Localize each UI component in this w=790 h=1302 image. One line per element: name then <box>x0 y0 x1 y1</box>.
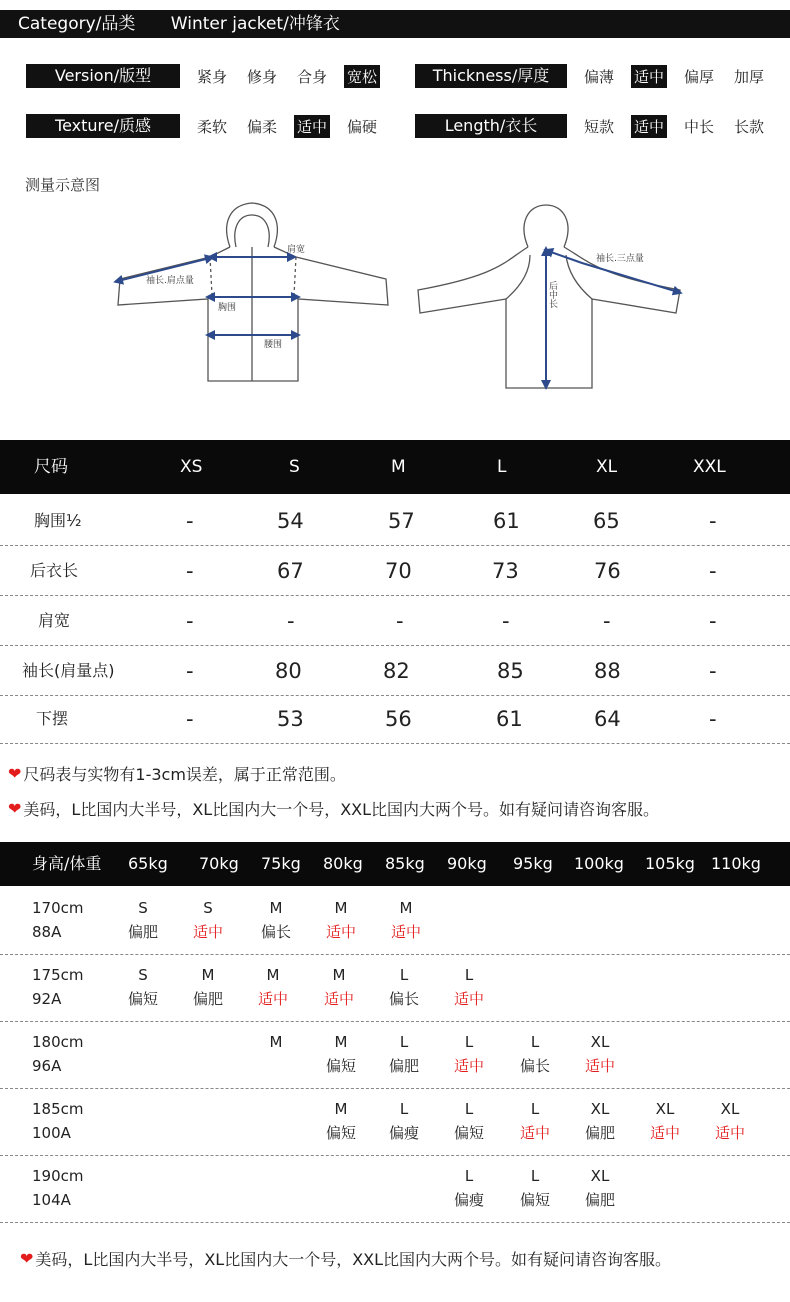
attr-thickness <box>415 64 767 88</box>
size-cell: - <box>709 559 717 583</box>
size-cell: 54 <box>277 509 304 533</box>
fit-text: 适中 <box>325 923 356 941</box>
fit-text: 偏短 <box>325 1057 356 1075</box>
fit-text: 偏肥 <box>388 1057 419 1075</box>
front-jacket-outline <box>118 203 388 381</box>
fit-size: M <box>334 1033 348 1051</box>
front-shoulder-label: 肩宽 <box>287 245 306 255</box>
fit-header-cell: 65kg <box>128 854 168 873</box>
size-cell: - <box>709 707 717 731</box>
fit-text: 适中 <box>519 1124 550 1142</box>
fit-size: M <box>269 1033 283 1051</box>
fit-row-height-weight <box>32 896 84 944</box>
attr-thickness-label: Thickness/厚度 <box>415 64 567 88</box>
attr-version <box>26 64 380 88</box>
fit-size: S <box>138 966 148 984</box>
attr-version-opt: 修身 <box>247 67 278 86</box>
fit-cell <box>570 1097 630 1145</box>
fit-text: 偏长 <box>388 990 419 1008</box>
fit-cell <box>439 1030 499 1078</box>
size-cell: 61 <box>493 509 520 533</box>
fit-size: M <box>201 966 215 984</box>
fit-cell <box>178 896 238 944</box>
note-us-size-bottom <box>20 1247 671 1270</box>
fit-size: XL <box>590 1167 610 1185</box>
fit-size: S <box>138 899 148 917</box>
fit-header-cell: 70kg <box>199 854 239 873</box>
size-row-label: 袖长(肩量点) <box>22 661 115 680</box>
size-row-label: 胸围½ <box>34 511 82 530</box>
attr-texture <box>26 114 380 138</box>
fit-text: 偏肥 <box>127 923 158 941</box>
fit-size: L <box>464 966 474 984</box>
front-chest-label: 胸围 <box>218 303 237 313</box>
size-cell: 82 <box>383 659 410 683</box>
fit-header-cell: 105kg <box>645 854 695 873</box>
fit-table-row <box>0 1022 790 1089</box>
size-cell: - <box>186 707 194 731</box>
fit-cell <box>505 1097 565 1145</box>
attr-texture-opt-selected: 适中 <box>294 115 330 138</box>
size-cell: - <box>186 509 194 533</box>
size-cell: 64 <box>594 707 621 731</box>
note-text: 美码，L比国内大半号，XL比国内大一个号，XXL比国内大两个号。如有疑问请咨询客服。 <box>23 800 660 819</box>
attr-texture-opt: 偏柔 <box>247 117 278 136</box>
measurement-diagram <box>0 195 790 400</box>
attr-version-label: Version/版型 <box>26 64 180 88</box>
fit-text: 适中 <box>390 923 421 941</box>
fit-text: 适中 <box>323 990 354 1008</box>
fit-text: 适中 <box>453 1057 484 1075</box>
fit-text: 偏短 <box>453 1124 484 1142</box>
attr-version-opt-selected: 宽松 <box>344 65 380 88</box>
attr-texture-label: Texture/质感 <box>26 114 180 138</box>
size-table-row <box>0 646 790 696</box>
fit-cell <box>246 1030 306 1054</box>
front-sleeve-label: 袖长.肩点量 <box>146 276 194 286</box>
fit-table-row <box>0 1156 790 1223</box>
fit-size: L <box>464 1033 474 1051</box>
size-header-cell: M <box>391 457 406 477</box>
fit-size: M <box>334 1100 348 1118</box>
fit-header-cell: 身高/体重 <box>32 854 102 873</box>
fit-table-row <box>0 1089 790 1156</box>
fit-size: XL <box>590 1033 610 1051</box>
fit-cell <box>178 963 238 1011</box>
fit-cell <box>309 963 369 1011</box>
size-cell: 73 <box>492 559 519 583</box>
fit-cell <box>505 1030 565 1078</box>
attr-thickness-opt: 加厚 <box>734 67 765 86</box>
heart-icon: ❤ <box>8 764 22 783</box>
size-header-cell: L <box>497 457 507 477</box>
fit-cell <box>700 1097 760 1145</box>
fit-cell <box>113 896 173 944</box>
fit-text: 适中 <box>649 1124 680 1142</box>
fit-text: 偏短 <box>325 1124 356 1142</box>
size-cell: - <box>603 609 611 633</box>
fit-cell <box>635 1097 695 1145</box>
fit-text: 适中 <box>714 1124 745 1142</box>
fit-text: 偏短 <box>127 990 158 1008</box>
fit-size: L <box>530 1167 540 1185</box>
fit-size: L <box>464 1167 474 1185</box>
fit-cell <box>439 963 499 1011</box>
fit-size: XL <box>655 1100 675 1118</box>
fit-cell <box>243 963 303 1011</box>
fit-header-cell: 90kg <box>447 854 487 873</box>
attr-texture-opt: 偏硬 <box>347 117 378 136</box>
size-header-cell: XXL <box>693 457 726 477</box>
note-text: 尺码表与实物有1-3cm误差，属于正常范围。 <box>23 765 346 784</box>
attr-version-opt: 紧身 <box>197 67 228 86</box>
fit-header-cell: 80kg <box>323 854 363 873</box>
fit-text: 偏肥 <box>192 990 223 1008</box>
fit-cell <box>570 1030 630 1078</box>
attr-thickness-opt-selected: 适中 <box>631 65 667 88</box>
fit-header-cell: 85kg <box>385 854 425 873</box>
fit-row-height: 185cm <box>32 1100 84 1118</box>
fit-size: M <box>334 899 348 917</box>
note-us-size <box>8 797 659 820</box>
attr-length-label: Length/衣长 <box>415 114 567 138</box>
fit-row-chest: 88A <box>32 923 62 941</box>
fit-cell <box>570 1164 630 1212</box>
category-label: Category/品类 <box>18 14 136 34</box>
size-cell: - <box>287 609 295 633</box>
fit-cell <box>311 1097 371 1145</box>
fit-size: L <box>399 1100 409 1118</box>
back-sleeve-label: 袖长.三点量 <box>596 254 644 264</box>
size-cell: 88 <box>594 659 621 683</box>
size-table-row <box>0 546 790 596</box>
fit-header-cell: 95kg <box>513 854 553 873</box>
fit-row-chest: 104A <box>32 1191 71 1209</box>
fit-row-chest: 96A <box>32 1057 62 1075</box>
fit-text: 偏短 <box>519 1191 550 1209</box>
fit-cell <box>311 1030 371 1078</box>
fit-text: 适中 <box>584 1057 615 1075</box>
size-row-label: 肩宽 <box>38 611 71 630</box>
fit-table-row <box>0 955 790 1022</box>
fit-cell <box>113 963 173 1011</box>
size-cell: 76 <box>594 559 621 583</box>
attr-thickness-opt: 偏薄 <box>584 67 615 86</box>
fit-row-height-weight <box>32 1030 84 1078</box>
fit-size: M <box>266 966 280 984</box>
fit-row-height-weight <box>32 1164 84 1212</box>
fit-cell <box>439 1164 499 1212</box>
attr-length <box>415 114 767 138</box>
fit-cell <box>439 1097 499 1145</box>
attr-thickness-opt: 偏厚 <box>684 67 715 86</box>
size-cell: 80 <box>275 659 302 683</box>
fit-size: M <box>269 899 283 917</box>
size-table-row <box>0 694 790 744</box>
diagram-title: 测量示意图 <box>25 176 101 194</box>
attr-version-opt: 合身 <box>297 67 328 86</box>
fit-text: 偏瘦 <box>453 1191 484 1209</box>
size-cell: - <box>709 509 717 533</box>
fit-text: 适中 <box>192 923 223 941</box>
size-cell: 67 <box>277 559 304 583</box>
fit-row-height-weight <box>32 1097 84 1145</box>
fit-row-height: 180cm <box>32 1033 84 1051</box>
size-cell: - <box>709 659 717 683</box>
fit-size: M <box>399 899 413 917</box>
fit-size: L <box>399 966 409 984</box>
fit-size: L <box>530 1100 540 1118</box>
size-header-cell: XL <box>596 457 618 477</box>
note-text: 美码，L比国内大半号，XL比国内大一个号，XXL比国内大两个号。如有疑问请咨询客服。 <box>35 1250 672 1269</box>
fit-size: S <box>203 899 213 917</box>
fit-size: L <box>399 1033 409 1051</box>
fit-text: 偏长 <box>260 923 291 941</box>
attr-length-opt: 中长 <box>684 117 715 136</box>
size-cell: 61 <box>496 707 523 731</box>
size-cell: - <box>502 609 510 633</box>
fit-text: 偏长 <box>519 1057 550 1075</box>
fit-row-height-weight <box>32 963 84 1011</box>
fit-table-header <box>0 842 790 886</box>
size-cell: - <box>186 559 194 583</box>
size-cell: - <box>396 609 404 633</box>
size-cell: 57 <box>388 509 415 533</box>
fit-size: M <box>332 966 346 984</box>
size-cell: - <box>709 609 717 633</box>
category-value: Winter jacket/冲锋衣 <box>170 14 340 34</box>
fit-row-height: 175cm <box>32 966 84 984</box>
size-cell: 85 <box>497 659 524 683</box>
category-bar <box>0 10 790 38</box>
size-table-row <box>0 596 790 646</box>
attr-length-opt: 长款 <box>734 117 765 136</box>
size-table-row <box>0 496 790 546</box>
attr-texture-opt: 柔软 <box>197 117 228 136</box>
fit-size: L <box>464 1100 474 1118</box>
fit-size: XL <box>720 1100 740 1118</box>
front-waist-label: 腰围 <box>264 340 283 350</box>
attr-length-opt-selected: 适中 <box>631 115 667 138</box>
fit-text: 适中 <box>257 990 288 1008</box>
fit-size: L <box>530 1033 540 1051</box>
fit-cell <box>246 896 306 944</box>
fit-cell <box>505 1164 565 1212</box>
fit-text: 偏肥 <box>584 1124 615 1142</box>
size-row-label: 下摆 <box>36 709 69 728</box>
fit-text: 适中 <box>453 990 484 1008</box>
heart-icon: ❤ <box>8 799 22 818</box>
size-cell: 53 <box>277 707 304 731</box>
fit-row-chest: 100A <box>32 1124 71 1142</box>
size-cell: - <box>186 609 194 633</box>
size-cell: 70 <box>385 559 412 583</box>
back-length-label: 后中长 <box>547 281 557 308</box>
size-table-header <box>0 440 790 494</box>
size-header-cell: XS <box>180 457 203 477</box>
attr-length-opt: 短款 <box>584 117 615 136</box>
size-cell: 65 <box>593 509 620 533</box>
fit-size: XL <box>590 1100 610 1118</box>
fit-text: 偏瘦 <box>388 1124 419 1142</box>
fit-row-height: 190cm <box>32 1167 84 1185</box>
fit-cell <box>374 1097 434 1145</box>
fit-header-cell: 75kg <box>261 854 301 873</box>
fit-cell <box>374 1030 434 1078</box>
fit-cell <box>374 963 434 1011</box>
fit-header-cell: 110kg <box>711 854 761 873</box>
fit-row-chest: 92A <box>32 990 62 1008</box>
size-header-cell: S <box>289 457 300 477</box>
fit-cell <box>376 896 436 944</box>
note-tolerance <box>8 762 346 785</box>
size-row-label: 后衣长 <box>30 561 79 580</box>
fit-text: 偏肥 <box>584 1191 615 1209</box>
size-cell: 56 <box>385 707 412 731</box>
size-cell: - <box>186 659 194 683</box>
fit-cell <box>311 896 371 944</box>
fit-table-row <box>0 888 790 955</box>
size-header-cell: 尺码 <box>34 457 68 477</box>
fit-header-cell: 100kg <box>574 854 624 873</box>
heart-icon: ❤ <box>20 1249 34 1268</box>
fit-row-height: 170cm <box>32 899 84 917</box>
